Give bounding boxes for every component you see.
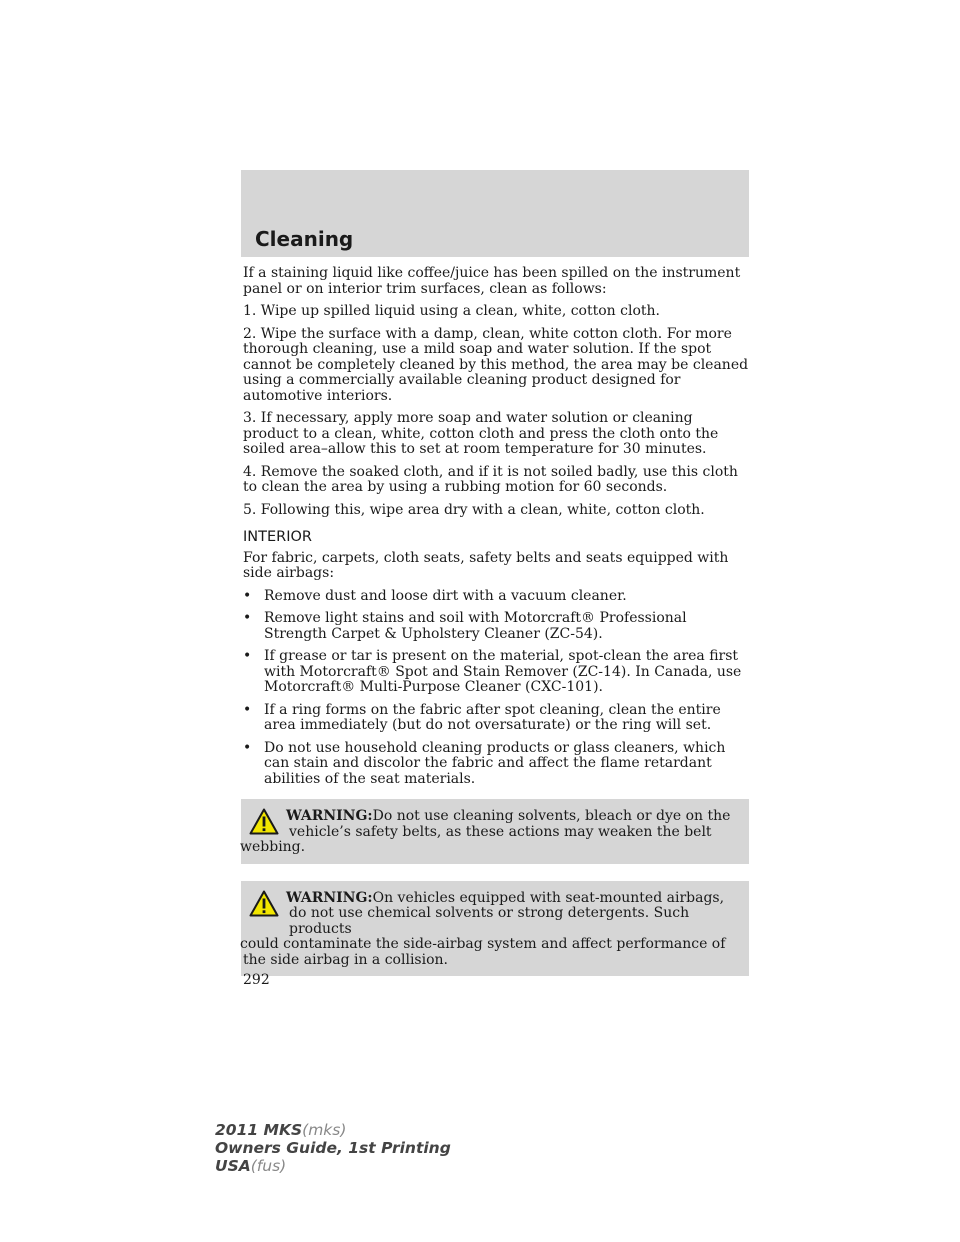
footer-line-region: USA(fus) [215,1157,287,1175]
warning-box-safety-belts [241,799,749,864]
bullet-icon: • [243,701,252,718]
interior-bullet-list [243,589,749,788]
step-3: 3. If necessary, apply more soap and water solution or cleaning product to a clean, white, cotton cloth and press the cloth onto the soiled area–allow this to set at room temperature for 30 minutes. [243,410,719,457]
interior-heading: INTERIOR [243,529,312,545]
step-4: 4. Remove the soaked cloth, and if it is not soiled badly, use this cloth to clean the area by using a rubbing motion for 60 seconds. [243,463,738,495]
warning-label: WARNING: [286,808,373,824]
bullet-text: Do not use household cleaning products or glass cleaners, which can stain and discolor the fabric and affect the flame retardant abilities of the seat materials. [264,739,726,787]
page-number: 292 [243,972,270,988]
page-content [240,265,749,976]
warning-text-continued: could contaminate the side-airbag system and affect performance of the side airbag in a collision. [240,936,726,968]
bullet-item [243,611,749,642]
warning-text: On vehicles equipped with seat-mounted airbags, do not use chemical solvents or strong detergents. Such products [289,889,725,937]
bullet-icon: • [243,648,252,664]
bullet-text: If a ring forms on the fabric after spot cleaning, clean the entire area immediately (but do not oversaturate) or the ring will set. [264,701,721,733]
bullet-icon: • [243,587,252,604]
bullet-icon: • [243,610,252,626]
section-title: Cleaning [255,227,354,251]
bullet-item [243,589,749,605]
warning-label: WARNING: [286,889,373,906]
bullet-item [243,703,749,734]
bullet-item [243,649,749,696]
document-footer [215,1121,451,1175]
bullet-item [243,741,749,788]
warning-text: Do not use cleaning solvents, bleach or dye on the vehicle’s safety belts, as these actions may weaken the belt [289,808,731,840]
warning-text-continued: webbing. [240,839,306,855]
warning-triangle-icon [249,808,279,835]
interior-intro: For fabric, carpets, cloth seats, safety belts and seats equipped with side airbags: [243,549,729,581]
intro-paragraph: If a staining liquid like coffee/juice has been spilled on the instrument panel or on interior trim surfaces, clean as follows: [243,265,741,297]
bullet-icon: • [243,739,252,756]
step-2: 2. Wipe the surface with a damp, clean, white cotton cloth. For more thorough cleaning, use a mild soap and water solution. If the spot cannot be completely cleaned by this method, the area may be cleaned using a commercially available cleaning product designed for automotive interiors. [243,325,749,404]
warning-triangle-icon [249,890,279,917]
bullet-text: If grease or tar is present on the material, spot-clean the area first with Motorcraft® Spot and Stain Remover (ZC-14). In Canada, use Motorcraft® Multi-Purpose Cleaner (CXC-101). [264,648,742,695]
footer-line-guide: Owners Guide, 1st Printing [215,1139,451,1157]
section-header [241,170,749,257]
step-5: 5. Following this, wipe area dry with a clean, white, cotton cloth. [243,501,705,518]
warning-box-airbags [241,881,749,977]
bullet-text: Remove dust and loose dirt with a vacuum cleaner. [264,587,627,604]
bullet-text: Remove light stains and soil with Motorcraft® Professional Strength Carpet & Upholstery Cleaner (ZC-54). [264,610,687,642]
footer-line-model: 2011 MKS(mks) [215,1121,347,1139]
step-1: 1. Wipe up spilled liquid using a clean, white, cotton cloth. [243,303,660,319]
